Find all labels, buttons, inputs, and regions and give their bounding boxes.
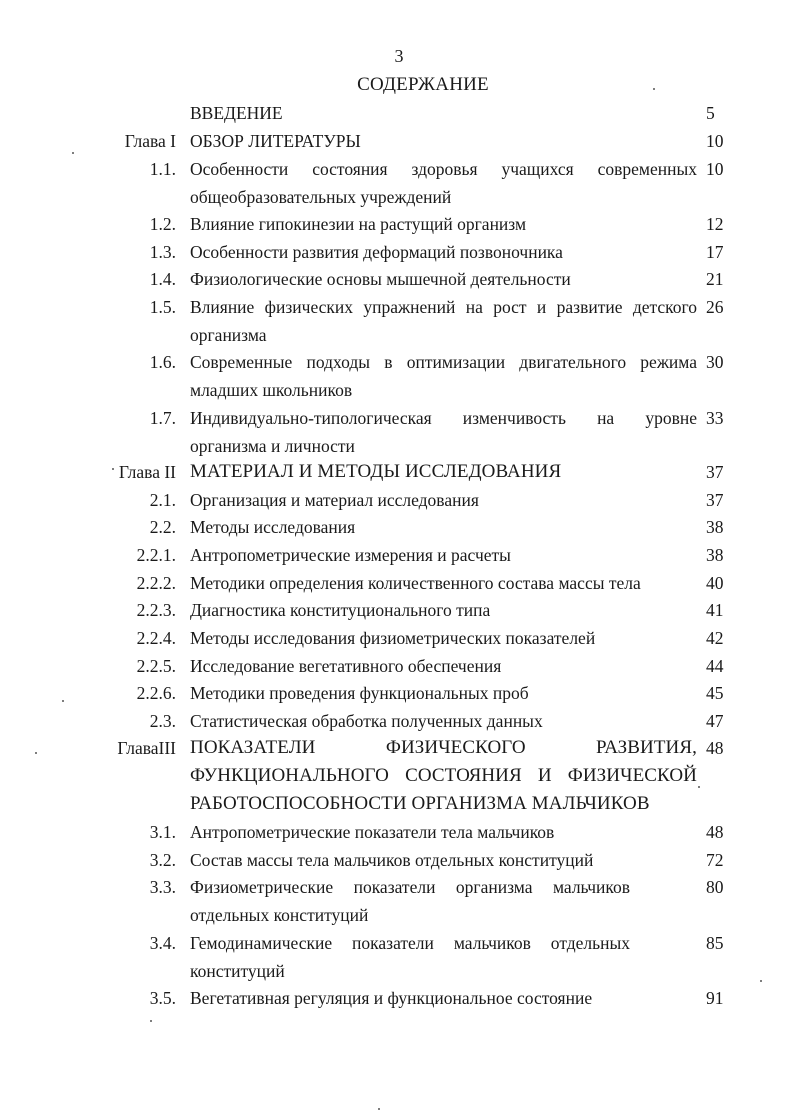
toc-entry-title: Индивидуально-типологическая изменчивость на уровне организма и личности [190, 408, 697, 456]
toc-entry-number: 3.1. [149, 822, 176, 842]
toc-entry-number: 2.2.2. [136, 573, 176, 593]
toc-entry-number: 3.2. [149, 850, 176, 870]
page-number: 3 [394, 46, 404, 66]
toc-entry-title: Особенности развития деформаций позвоночника [190, 242, 563, 262]
toc-entry-page: 44 [706, 656, 724, 676]
toc-entry-number: ГлаваIII [117, 738, 176, 758]
scan-speck [378, 1108, 380, 1110]
toc-entry-number: 1.2. [149, 214, 176, 234]
toc-entry-title: МАТЕРИАЛ И МЕТОДЫ ИССЛЕДОВАНИЯ [190, 461, 562, 482]
toc-entry-title: Методики проведения функциональных проб [190, 683, 529, 703]
toc-entry-page: 30 [706, 352, 724, 372]
toc-entry-number: 2.2.4. [136, 628, 176, 648]
toc-entry-page: 85 [706, 933, 724, 953]
toc-entry-page: 37 [706, 490, 724, 510]
toc-entry-title: Антропометрические показатели тела мальчиков [190, 822, 555, 842]
toc-entry-page: 12 [706, 214, 724, 234]
toc-entry-page: 41 [706, 600, 724, 620]
toc-entry-number: 2.2.6. [136, 683, 176, 703]
toc-entry-number: 2.1. [149, 490, 176, 510]
toc-entry-page: 21 [706, 269, 724, 289]
toc-entry-title: ПОКАЗАТЕЛИ ФИЗИЧЕСКОГО РАЗВИТИЯ, ФУНКЦИОНАЛЬНОГО СОСТОЯНИЯ И ФИЗИЧЕСКОЙ РАБОТОСПОСОБНОСТИ ОРГАНИЗМА МАЛЬЧИКОВ [190, 737, 697, 814]
toc-entry-number: 1.7. [149, 408, 176, 428]
toc-entry-number: 1.5. [149, 297, 176, 317]
scan-speck [112, 468, 114, 470]
toc-entry-title: Физиометрические показатели организма мальчиков отдельных конституций [190, 877, 630, 925]
toc-entry-title: Современные подходы в оптимизации двигательного режима младших школьников [190, 352, 697, 400]
toc-entry-page: 80 [706, 877, 724, 897]
toc-entry-number: 1.3. [149, 242, 176, 262]
toc-entry-number: 2.2. [149, 517, 176, 537]
toc-entry-title: Организация и материал исследования [190, 490, 479, 510]
toc-entry-page: 47 [706, 711, 724, 731]
toc-entry-page: 10 [706, 159, 724, 179]
toc-entry-number: 1.1. [149, 159, 176, 179]
toc-entry-number: 2.2.5. [136, 656, 176, 676]
toc-entry-page: 38 [706, 545, 724, 565]
toc-entry-page: 42 [706, 628, 724, 648]
toc-entry-title: Исследование вегетативного обеспечения [190, 656, 502, 676]
toc-entry-page: 72 [706, 850, 724, 870]
toc-entry-title: Вегетативная регуляция и функциональное состояние [190, 988, 593, 1008]
toc-entry-page: 45 [706, 683, 724, 703]
toc-entry-number: 1.4. [149, 269, 176, 289]
scan-speck [150, 1020, 152, 1022]
toc-entry-page: 26 [706, 297, 724, 317]
toc-entry-number: 2.3. [149, 711, 176, 731]
toc-entry-number: 3.5. [149, 988, 176, 1008]
toc-entry-page: 33 [706, 408, 724, 428]
toc-entry-page: 37 [706, 462, 724, 482]
scan-speck [760, 980, 762, 982]
toc-entry-title: Состав массы тела мальчиков отдельных конституций [190, 850, 594, 870]
scan-speck [698, 786, 700, 788]
toc-entry-number: 1.6. [149, 352, 176, 372]
toc-entry-title: Влияние физических упражнений на рост и развитие детского организма [190, 297, 697, 345]
scan-speck [653, 88, 655, 90]
toc-entry-number: 2.2.3. [136, 600, 176, 620]
toc-entry-number: Глава I [124, 131, 176, 151]
toc-entry-page: 5 [706, 103, 715, 123]
toc-entry-title: Статистическая обработка полученных данных [190, 711, 543, 731]
toc-entry-page: 91 [706, 988, 724, 1008]
toc-entry-title: Влияние гипокинезии на растущий организм [190, 214, 527, 234]
toc-entry-title: Диагностика конституционального типа [190, 600, 491, 620]
scan-speck [35, 752, 37, 754]
toc-entry-number: 3.3. [149, 877, 176, 897]
toc-entry-title: Физиологические основы мышечной деятельности [190, 269, 571, 289]
toc-entry-page: 48 [706, 738, 724, 758]
toc-entry-title: Гемодинамические показатели мальчиков отдельных конституций [190, 933, 630, 981]
toc-entry-title: ОБЗОР ЛИТЕРАТУРЫ [190, 131, 361, 151]
toc-entry-title: Методы исследования [190, 517, 356, 537]
toc-entry-title: ВВЕДЕНИЕ [190, 103, 283, 123]
toc-entry-page: 17 [706, 242, 724, 262]
toc-entry-page: 10 [706, 131, 724, 151]
toc-entry-title: Методы исследования физиометрических показателей [190, 628, 596, 648]
scan-speck [72, 152, 74, 154]
toc-entry-title: Особенности состояния здоровья учащихся современных общеобразовательных учреждений [190, 159, 697, 207]
toc-entry-title: Методики определения количественного состава массы тела [190, 573, 641, 593]
toc-entry-number: 2.2.1. [136, 545, 176, 565]
toc-entry-page: 38 [706, 517, 724, 537]
toc-entry-page: 40 [706, 573, 724, 593]
toc-entry-title: Антропометрические измерения и расчеты [190, 545, 511, 565]
toc-entry-number: 3.4. [149, 933, 176, 953]
scan-speck [62, 700, 64, 702]
toc-entry-number: Глава II [118, 462, 176, 482]
toc-title: СОДЕРЖАНИЕ [357, 74, 489, 95]
toc-entry-page: 48 [706, 822, 724, 842]
